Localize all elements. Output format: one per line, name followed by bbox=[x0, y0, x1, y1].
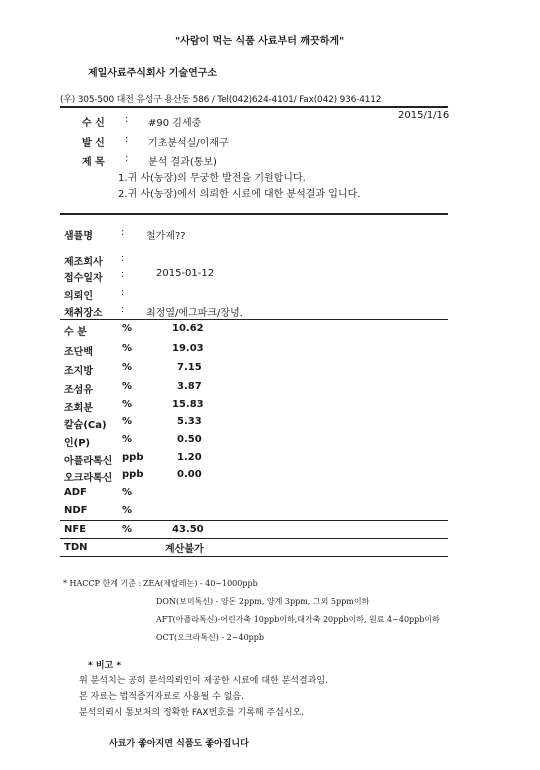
received-value: 2015-01-12 bbox=[156, 268, 215, 279]
result-value: 7.15 bbox=[177, 362, 202, 373]
haccp-item-oct: OCT(오크라톡신) - 2~40ppb bbox=[156, 633, 265, 642]
sample-name-label: 샘플명 bbox=[64, 231, 93, 242]
sender-label: 발 신 bbox=[82, 138, 105, 149]
result-value: 0.50 bbox=[177, 434, 202, 445]
received-label: 접수일자 bbox=[64, 273, 103, 284]
greeting-line-2: 2.귀 사(농장)에서 의뢰한 시료에 대한 분석결과 입니다. bbox=[118, 189, 361, 200]
remark-line-1: 위 분석치는 공히 분석의뢰인이 제공한 시료에 대한 분석결과임. bbox=[79, 676, 328, 686]
result-unit: ppb bbox=[122, 452, 144, 463]
subject-colon: : bbox=[125, 153, 129, 164]
result-unit: % bbox=[122, 343, 133, 354]
collect-place-value: 최정열/에그파크/장녕. bbox=[146, 308, 243, 319]
result-label: 조지방 bbox=[64, 366, 93, 377]
result-value: 3.87 bbox=[177, 381, 202, 392]
result-label: 오크라톡신 bbox=[64, 473, 113, 484]
section-divider bbox=[60, 213, 448, 215]
result-label: ADF bbox=[64, 487, 87, 498]
result-unit: % bbox=[122, 487, 133, 498]
requester-label: 의뢰인 bbox=[64, 291, 93, 302]
result-label: 수 분 bbox=[64, 327, 87, 338]
result-unit: % bbox=[122, 399, 133, 410]
footer-slogan: 사료가 좋아지면 식품도 좋아집니다 bbox=[109, 739, 249, 749]
result-unit: % bbox=[122, 362, 133, 373]
result-label: 아플라톡신 bbox=[64, 456, 113, 467]
sender-colon: : bbox=[125, 134, 129, 145]
haccp-item-aft: AFT(아플라톡신)-어린가축 10ppb이하,대가축 20ppb이하, 원료 4~40ppb이하 bbox=[156, 615, 440, 624]
haccp-item-zea: ZEA(제랄레논) - 40~1000ppb bbox=[143, 579, 258, 588]
result-label: 인(P) bbox=[64, 438, 91, 449]
tdn-value: 계산불가 bbox=[165, 544, 204, 555]
document-date: 2015/1/16 bbox=[398, 110, 450, 121]
sender-value: 기초분석실/이재구 bbox=[148, 138, 229, 149]
nfe-divider bbox=[60, 538, 448, 539]
result-value: 0.00 bbox=[177, 469, 202, 480]
result-unit: % bbox=[122, 505, 133, 516]
company-name: 제일사료주식회사 기술연구소 bbox=[88, 68, 218, 79]
recipient-colon: : bbox=[125, 114, 129, 125]
maker-colon: : bbox=[121, 253, 125, 264]
result-unit: % bbox=[122, 323, 133, 334]
collect-place-label: 채취장소 bbox=[64, 308, 103, 319]
result-label: NDF bbox=[64, 505, 88, 516]
requester-colon: : bbox=[121, 287, 125, 298]
slogan: "사람이 먹는 식품 사료부터 깨끗하게" bbox=[175, 36, 345, 47]
sample-name-value: 철가제?? bbox=[146, 231, 186, 242]
tdn-divider bbox=[60, 556, 448, 557]
recipient-label: 수 신 bbox=[82, 118, 105, 129]
sample-name-colon: : bbox=[121, 227, 125, 238]
result-value: 5.33 bbox=[177, 416, 202, 427]
result-value: 1.20 bbox=[177, 452, 202, 463]
haccp-title: * HACCP 한계 기준 : bbox=[63, 579, 142, 588]
remarks-title: * 비고 * bbox=[88, 661, 122, 671]
result-value: 15.83 bbox=[172, 399, 204, 410]
result-unit: ppb bbox=[122, 469, 144, 480]
subject-label: 제 목 bbox=[82, 157, 105, 168]
recipient-value: #90 김세중 bbox=[148, 118, 202, 129]
collect-place-colon: : bbox=[121, 304, 125, 315]
nfe-value: 43.50 bbox=[172, 524, 204, 535]
remark-line-2: 본 자료는 법적증거자료로 사용될 수 없음. bbox=[79, 692, 244, 702]
result-label: 조회분 bbox=[64, 403, 93, 414]
greeting-line-1: 1.귀 사(농장)의 무궁한 발전을 기원합니다. bbox=[118, 173, 306, 184]
header-divider bbox=[60, 106, 448, 108]
result-value: 19.03 bbox=[172, 343, 204, 354]
result-label: 조단백 bbox=[64, 347, 93, 358]
tdn-label: TDN bbox=[64, 542, 88, 553]
result-label: 칼슘(Ca) bbox=[64, 420, 107, 431]
results-top-divider bbox=[60, 319, 448, 320]
subject-value: 분석 결과(통보) bbox=[148, 157, 217, 168]
nfe-unit: % bbox=[122, 524, 133, 535]
received-colon: : bbox=[121, 269, 125, 280]
result-unit: % bbox=[122, 434, 133, 445]
haccp-item-don: DON(보미톡신) - 양돈 2ppm, 양계 3ppm, 그외 5ppm이하 bbox=[156, 597, 370, 606]
result-unit: % bbox=[122, 416, 133, 427]
results-bottom-divider bbox=[60, 520, 448, 521]
result-unit: % bbox=[122, 381, 133, 392]
nfe-label: NFE bbox=[64, 524, 87, 535]
result-label: 조섬유 bbox=[64, 385, 93, 396]
maker-label: 제조회사 bbox=[64, 257, 103, 268]
remark-line-3: 분석의뢰시 통보처의 정확한 FAX번호를 기록해 주십시오. bbox=[79, 708, 305, 718]
result-value: 10.62 bbox=[172, 323, 204, 334]
company-address: (우) 305-500 대전 유성구 용산동 586 / Tel(042)624-4101/ Fax(042) 936-4112 bbox=[60, 95, 382, 105]
